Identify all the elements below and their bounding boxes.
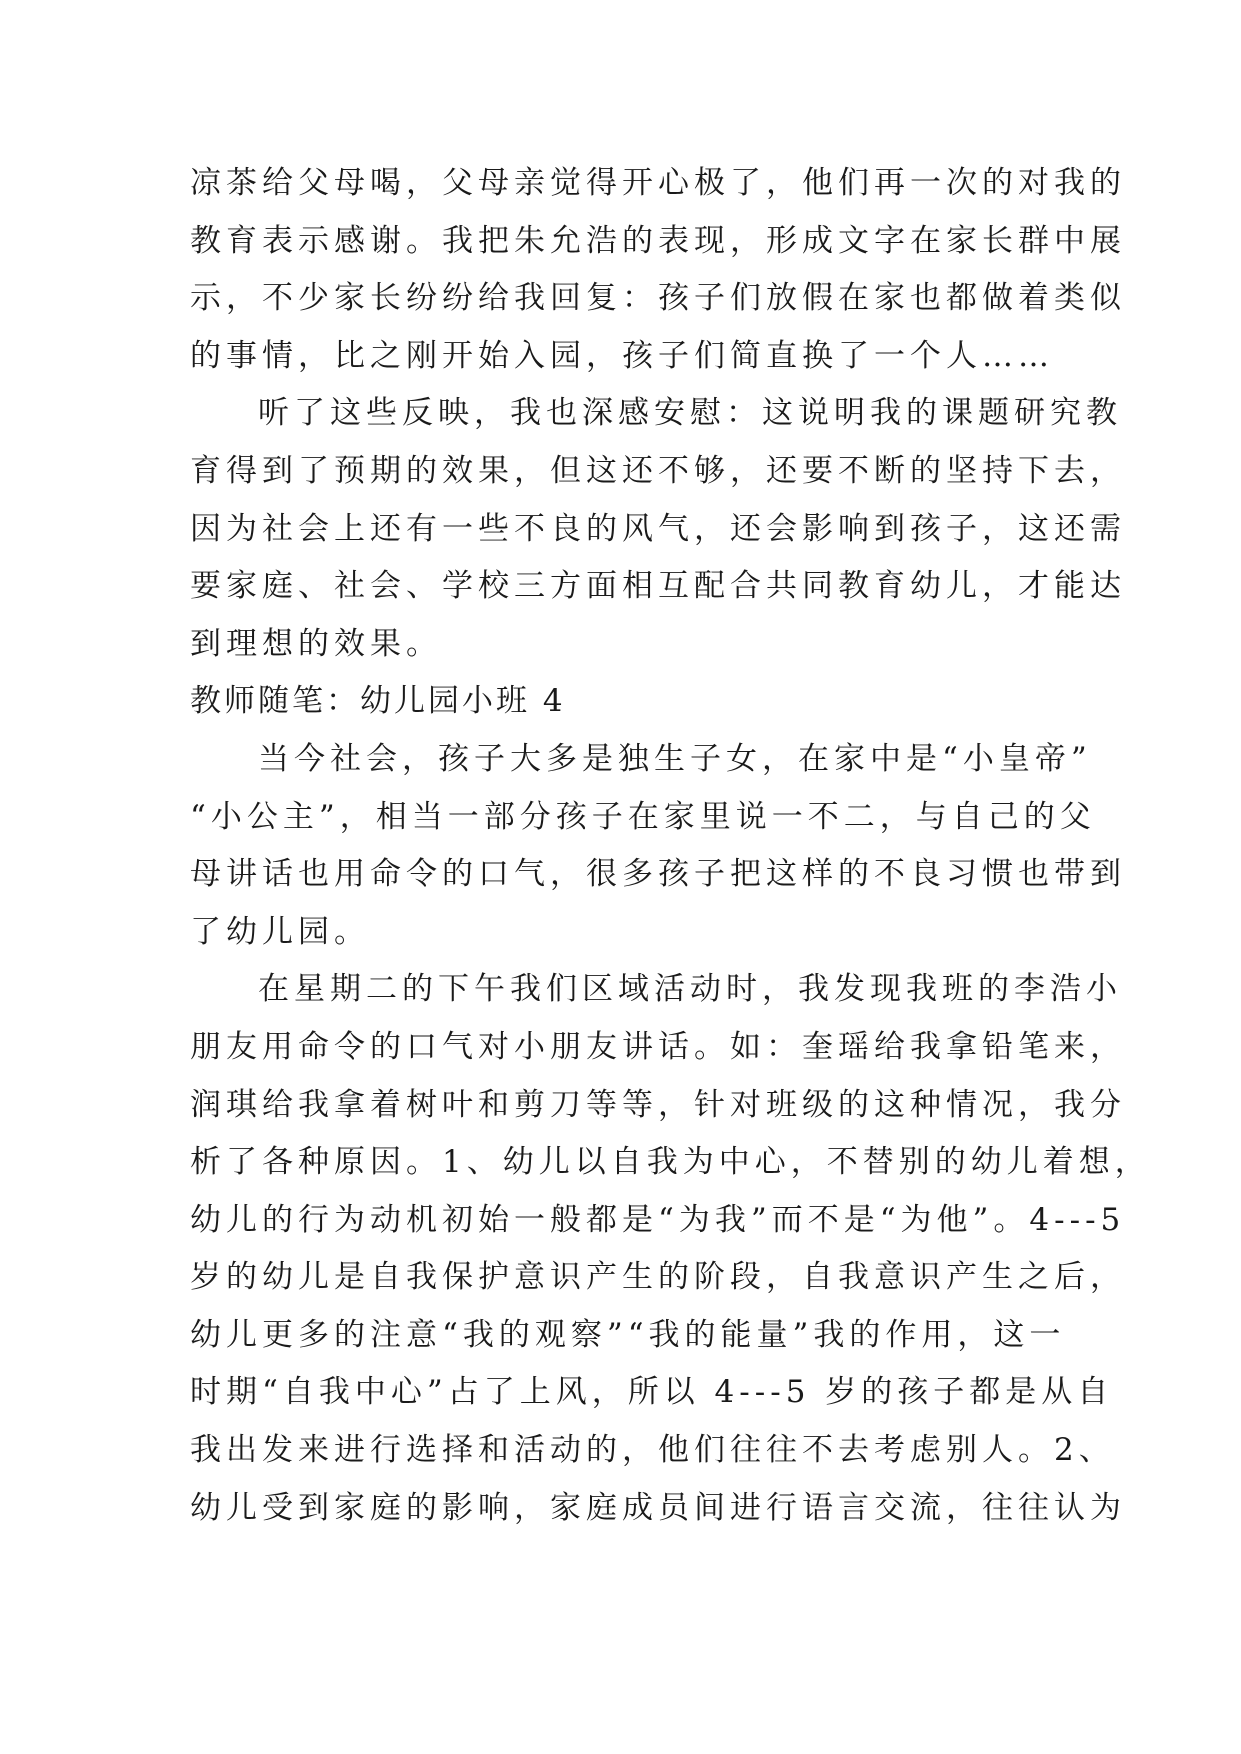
text-line: 幼儿受到家庭的影响，家庭成员间进行语言交流，往往认为 <box>190 1489 1126 1526</box>
text-line: 要家庭、社会、学校三方面相互配合共同教育幼儿，才能达 <box>190 568 1126 605</box>
text-line: 岁的幼儿是自我保护意识产生的阶段，自我意识产生之后， <box>190 1259 1126 1296</box>
text-line: 到理想的效果。 <box>190 625 442 662</box>
section-heading: 教师随笔：幼儿园小班 4 <box>190 683 566 720</box>
text-line: 因为社会上还有一些不良的风气，还会影响到孩子，这还需 <box>190 510 1126 547</box>
text-line: 凉茶给父母喝，父母亲觉得开心极了，他们再一次的对我的 <box>190 165 1126 201</box>
text-line: 教育表示感谢。我把朱允浩的表现，形成文字在家长群中展 <box>190 222 1126 259</box>
text-line: 析了各种原因。1、幼儿以自我为中心，不替别的幼儿着想， <box>190 1144 1151 1181</box>
text-line: 朋友用命令的口气对小朋友讲话。如：奎瑶给我拿铅笔来， <box>190 1028 1126 1065</box>
text-line: 的事情，比之刚开始入园，孩子们简直换了一个人…… <box>190 337 1054 374</box>
paragraph-first-line: 听了这些反映，我也深感安慰：这说明我的课题研究教 <box>258 395 1122 432</box>
text-line: 润琪给我拿着树叶和剪刀等等，针对班级的这种情况，我分 <box>190 1086 1126 1123</box>
text-line: 示，不少家长纷纷给我回复：孩子们放假在家也都做着类似 <box>190 280 1126 317</box>
document-body <box>190 155 1151 1537</box>
text-line: 母讲话也用命令的口气，很多孩子把这样的不良习惯也带到 <box>190 856 1126 893</box>
text-line: 我出发来进行选择和活动的，他们往往不去考虑别人。2、 <box>190 1432 1115 1469</box>
text-line: 育得到了预期的效果，但这还不够，还要不断的坚持下去， <box>190 452 1126 489</box>
text-line: 了幼儿园。 <box>190 913 370 950</box>
paragraph-first-line: 在星期二的下午我们区域活动时，我发现我班的李浩小 <box>258 971 1122 1008</box>
paragraph-first-line: 当今社会，孩子大多是独生子女，在家中是“小皇帝” <box>258 740 1092 777</box>
text-line: 幼儿的行为动机初始一般都是“为我”而不是“为他”。4---5 <box>190 1201 1126 1238</box>
text-line: “小公主”，相当一部分孩子在家里说一不二，与自己的父 <box>190 798 1096 835</box>
text-line: 幼儿更多的注意“我的观察”“我的能量”我的作用，这一 <box>190 1316 1066 1353</box>
text-line: 时期“自我中心”占了上风，所以 4---5 岁的孩子都是从自 <box>190 1374 1114 1411</box>
